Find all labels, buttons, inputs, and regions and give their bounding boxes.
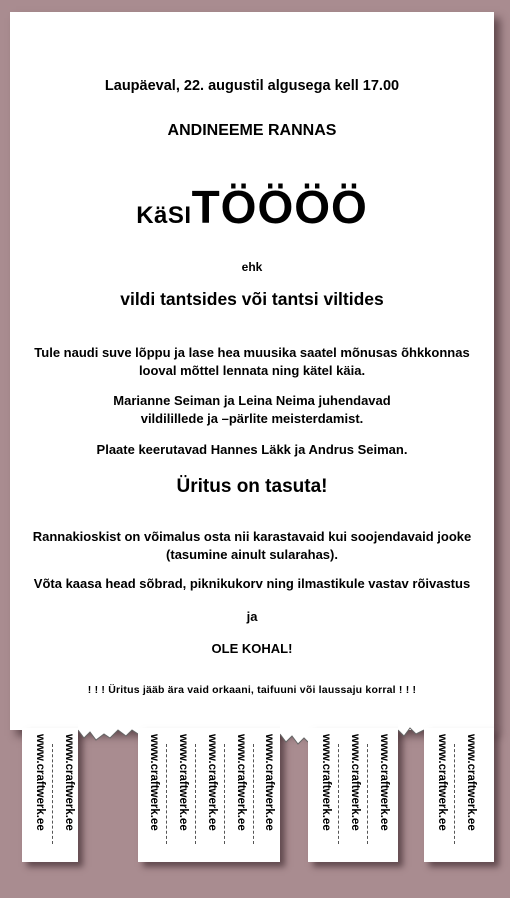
tear-tab-url[interactable]: www.craftwerk.ee [235, 734, 247, 831]
intro-paragraph [10, 344, 494, 380]
instructors-paragraph [10, 392, 494, 428]
intro-line-1: Tule naudi suve lõppu ja lase hea muusika saatel mõnusas õhkkonnas [34, 345, 470, 360]
event-date: Laupäeval, 22. augustil algusega kell 17.00 [104, 78, 400, 94]
intro-line-2: looval mõttel lennata ning kätel käia. [138, 363, 366, 378]
event-subtitle: vildi tantsides või tantsi viltides [120, 289, 384, 309]
dj-paragraph: Plaate keerutavad Hannes Läkk ja Andrus Seiman. [96, 442, 408, 457]
tear-tab-url[interactable]: www.craftwerk.ee [34, 734, 46, 831]
tear-tab-url[interactable]: www.craftwerk.ee [63, 734, 75, 831]
event-place: ANDINEEME RANNAS [167, 122, 337, 139]
tear-tab-url[interactable]: www.craftwerk.ee [177, 734, 189, 831]
title-big-part: TÖÖÖÖ [191, 181, 368, 233]
conjunction-ja: ja [246, 609, 258, 624]
tear-tab-url[interactable]: www.craftwerk.ee [349, 734, 361, 831]
event-title [10, 180, 494, 234]
tear-tab-url[interactable]: www.craftwerk.ee [320, 734, 332, 831]
kiosk-line-1: Rannakioskist on võimalus osta nii karastavaid kui soojendavaid jooke [32, 529, 472, 544]
torn-edge-3 [398, 724, 424, 754]
tear-tab-url[interactable]: www.craftwerk.ee [148, 734, 160, 831]
torn-edge-2 [280, 724, 308, 754]
poster-sheet [10, 12, 494, 730]
free-entry-heading: Üritus on tasuta! [176, 476, 328, 497]
title-small-part: KäSI [136, 202, 192, 229]
tear-tab-url[interactable]: www.craftwerk.ee [465, 734, 477, 831]
bring-paragraph: Võta kaasa head sõbrad, piknikukorv ning ilmastikule vastav rõivastus [33, 576, 471, 591]
be-there-line: OLE KOHAL! [211, 641, 293, 656]
instructors-line-2: vildilillede ja –pärlite meisterdamist. [140, 411, 364, 426]
cancellation-warning: ! ! ! Üritus jääb ära vaid orkaani, taifuuni või laussaju korral ! ! ! [87, 684, 417, 696]
tear-tab-url[interactable]: www.craftwerk.ee [436, 734, 448, 831]
instructors-line-1: Marianne Seiman ja Leina Neima juhendavad [113, 393, 391, 408]
tear-tab-url[interactable]: www.craftwerk.ee [378, 734, 390, 831]
kiosk-paragraph [10, 528, 494, 564]
tear-tab-url[interactable]: www.craftwerk.ee [206, 734, 218, 831]
tear-tab-url[interactable]: www.craftwerk.ee [263, 734, 275, 831]
kiosk-line-2: (tasumine ainult sularahas). [166, 547, 338, 562]
torn-edge-1 [78, 724, 138, 754]
conjunction-ehk: ehk [241, 260, 263, 274]
